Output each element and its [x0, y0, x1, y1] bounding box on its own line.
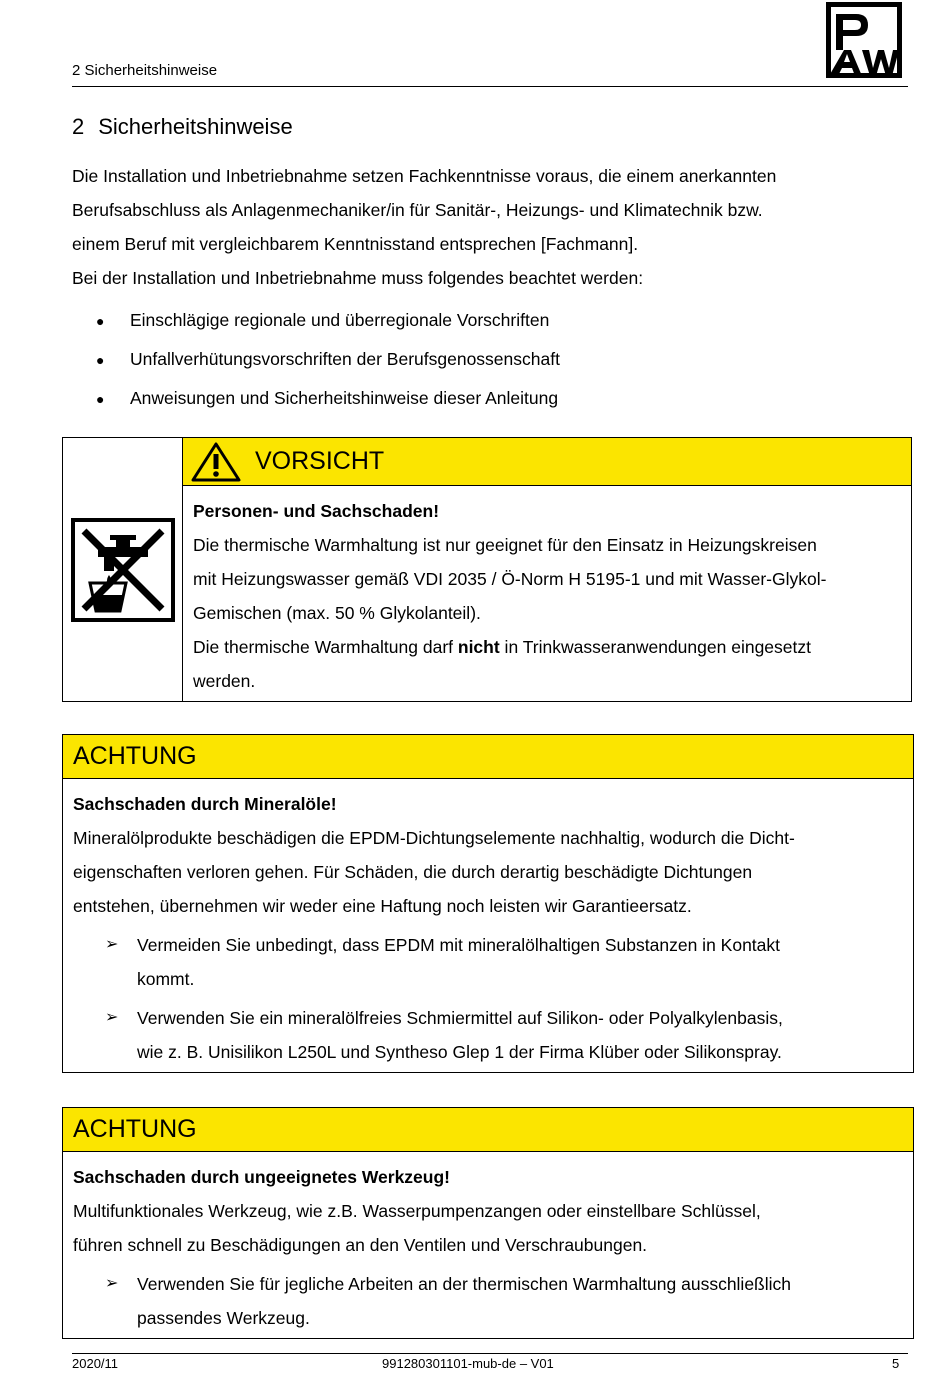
notice-subtitle: Sachschaden durch Mineralöle! — [73, 794, 337, 814]
instruction-step: ➢ Verwenden Sie ein mineralölfreies Schmiermittel auf Silikon- oder Polyalkylenbasis, wie z. B. Unisilikon L250L und Syntheso Glep 1 der Firma Klüber oder Silikonspray. — [73, 1001, 903, 1069]
list-item: ● Einschlägige regionale und überregionale Vorschriften — [72, 301, 902, 340]
notice-box-mineral-oil — [62, 734, 914, 1073]
caution-box — [62, 437, 912, 702]
notice-line: eigenschaften verloren gehen. Für Schäden, die durch derartig beschädigte Dichtungen — [73, 862, 753, 882]
intro-line: Die Installation und Inbetriebnahme setzen Fachkenntnisse voraus, die einem anerkannten — [72, 166, 777, 186]
instruction-step: ➢ Verwenden Sie für jegliche Arbeiten an der thermischen Warmhaltung ausschließlich passendes Werkzeug. — [73, 1267, 903, 1335]
caution-header — [183, 438, 911, 486]
notice-line: Multifunktionales Werkzeug, wie z.B. Wasserpumpenzangen oder einstellbare Schlüssel, — [73, 1201, 761, 1221]
instruction-step: ➢ Vermeiden Sie unbedingt, dass EPDM mit mineralölhaltigen Substanzen in Kontakt kommt. — [73, 928, 903, 996]
arrow-bullet-icon: ➢ — [105, 1275, 119, 1292]
arrow-bullet-icon: ➢ — [105, 1009, 119, 1026]
paw-logo — [826, 2, 902, 78]
notice-body — [63, 779, 913, 1069]
intro-line: Berufsabschluss als Anlagenmechaniker/in für Sanitär-, Heizungs- und Klimatechnik bzw. — [72, 200, 763, 220]
bullet-dot-icon: ● — [96, 390, 105, 407]
footer-date: 2020/11 — [72, 1356, 119, 1371]
notice-body — [63, 1152, 913, 1335]
emphasis-text: nicht — [457, 637, 500, 657]
footer-doc-id: 991280301101-mub-de – V01 — [382, 1356, 554, 1371]
header-divider — [72, 86, 908, 87]
intro-paragraph — [72, 159, 902, 295]
list-item: ● Anweisungen und Sicherheitshinweise dieser Anleitung — [72, 379, 902, 418]
caution-body — [183, 486, 911, 698]
notice-line: führen schnell zu Beschädigungen an den Ventilen und Verschraubungen. — [73, 1235, 648, 1255]
notice-header: ACHTUNG — [63, 735, 913, 779]
section-heading — [72, 114, 293, 140]
intro-line: einem Beruf mit vergleichbarem Kenntnisstand entsprechen [Fachmann]. — [72, 234, 639, 254]
notice-box-tools — [62, 1107, 914, 1339]
section-title: Sicherheitshinweise — [98, 114, 293, 139]
caution-line: werden. — [193, 671, 256, 691]
caution-symbol-cell — [63, 438, 183, 701]
notice-header: ACHTUNG — [63, 1108, 913, 1152]
no-drinking-water-icon — [70, 517, 176, 623]
footer-divider — [72, 1353, 908, 1354]
page-number: 5 — [892, 1356, 900, 1371]
caution-content — [183, 438, 911, 701]
notice-line: entstehen, übernehmen wir weder eine Haftung noch leisten wir Garantieersatz. — [73, 896, 692, 916]
section-number: 2 — [72, 114, 85, 139]
caution-title: VORSICHT — [255, 447, 385, 475]
running-header: 2 Sicherheitshinweise — [72, 62, 218, 79]
arrow-bullet-icon: ➢ — [105, 936, 119, 953]
caution-subtitle: Personen- und Sachschaden! — [193, 501, 440, 521]
warning-triangle-icon — [191, 442, 241, 482]
caution-line: Die thermische Warmhaltung ist nur geeignet für den Einsatz in Heizungskreisen — [193, 535, 817, 555]
caution-line: mit Heizungswasser gemäß VDI 2035 / Ö-Norm H 5195-1 und mit Wasser-Glykol- — [193, 569, 827, 589]
intro-lead: Bei der Installation und Inbetriebnahme muss folgendes beachtet werden: — [72, 268, 644, 288]
list-item: ● Unfallverhütungsvorschriften der Berufsgenossenschaft — [72, 340, 902, 379]
notice-line: Mineralölprodukte beschädigen die EPDM-Dichtungselemente nachhaltig, wodurch die Dicht- — [73, 828, 795, 848]
notice-subtitle: Sachschaden durch ungeeignetes Werkzeug! — [73, 1167, 450, 1187]
bullet-dot-icon: ● — [96, 312, 105, 329]
requirements-list — [72, 301, 902, 418]
caution-line: Die thermische Warmhaltung darf nicht in Trinkwasseranwendungen eingesetzt — [193, 637, 811, 657]
caution-line: Gemischen (max. 50 % Glykolanteil). — [193, 603, 481, 623]
bullet-dot-icon: ● — [96, 351, 105, 368]
